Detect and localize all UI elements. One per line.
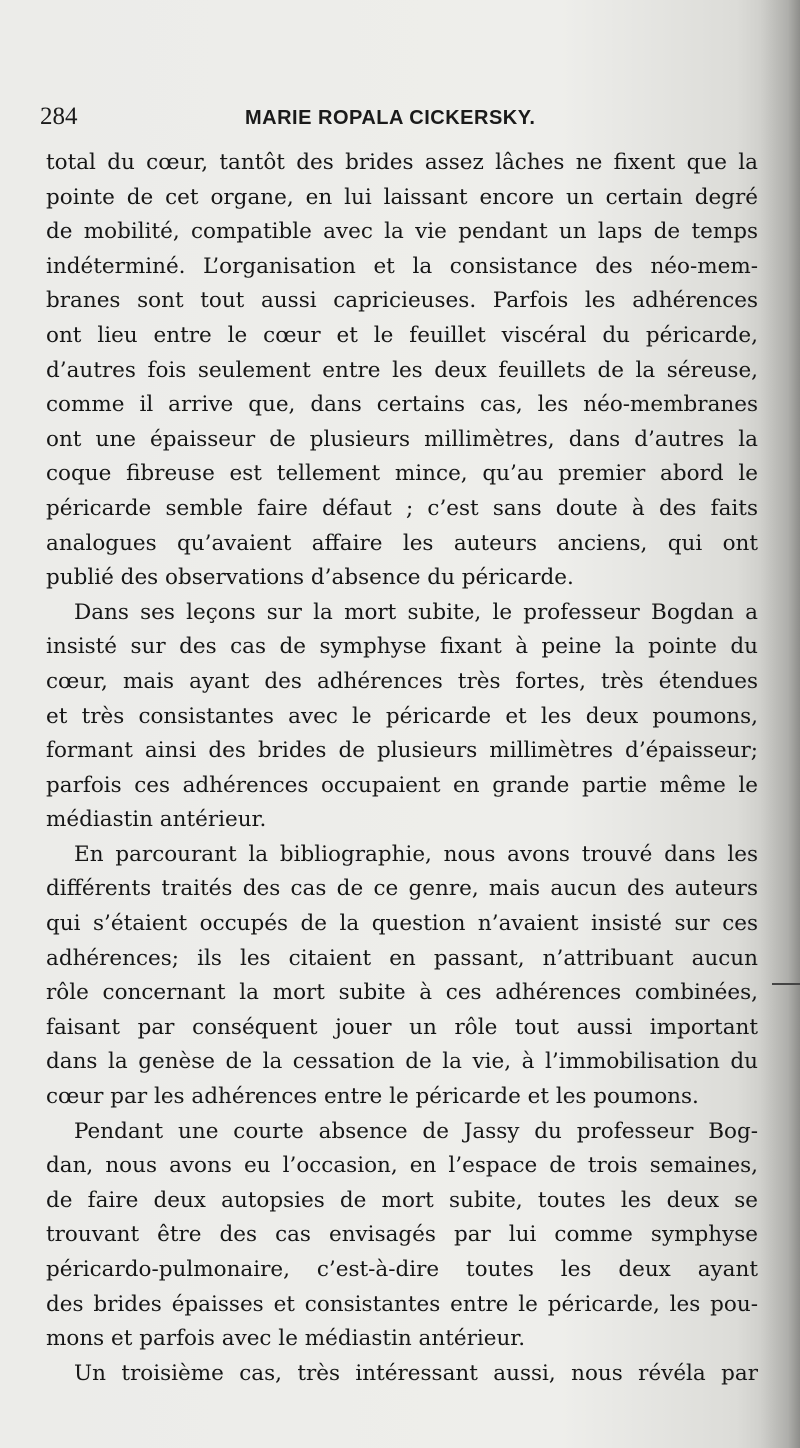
text-line: et très consistantes avec le péricarde et les deux poumons, bbox=[46, 703, 758, 729]
text-line: publié des observations d’absence du péricarde. bbox=[46, 565, 574, 591]
text-line: dan, nous avons eu l’occasion, en l’espace de trois semaines, bbox=[46, 1153, 758, 1179]
paragraph bbox=[46, 1357, 758, 1392]
text-line: cœur par les adhérences entre le péricarde et les poumons. bbox=[46, 1084, 699, 1110]
text-line: ont une épaisseur de plusieurs millimètres, dans d’autres la bbox=[46, 426, 758, 452]
paragraph bbox=[46, 838, 758, 1115]
text-line: total du cœur, tantôt des brides assez lâches ne fixent que la bbox=[46, 150, 758, 175]
text-line: péricarde semble faire défaut ; c’est sans doute à des faits bbox=[46, 495, 758, 521]
page-edge-shadow bbox=[760, 0, 800, 1448]
text-line: branes sont tout aussi capricieuses. Parfois les adhérences bbox=[46, 288, 758, 314]
text-line: dans la genèse de la cessation de la vie, à l’immobilisation du bbox=[46, 1049, 758, 1075]
text-line: différents traités des cas de ce genre, mais aucun des auteurs bbox=[46, 876, 758, 902]
text-line: Pendant une courte absence de Jassy du professeur Bog- bbox=[74, 1118, 758, 1144]
text-line: coque fibreuse est tellement mince, qu’au premier abord le bbox=[46, 461, 758, 487]
text-line: parfois ces adhérences occupaient en grande partie même le bbox=[46, 772, 758, 798]
paragraph bbox=[46, 596, 758, 838]
text-line: de mobilité, compatible avec la vie pendant un laps de temps bbox=[46, 219, 758, 245]
text-line: trouvant être des cas envisagés par lui comme symphyse bbox=[46, 1222, 758, 1248]
text-line: formant ainsi des brides de plusieurs millimètres d’épaisseur; bbox=[46, 738, 758, 764]
page-number: 284 bbox=[40, 103, 78, 130]
text-line: insisté sur des cas de symphyse fixant à peine la pointe du bbox=[46, 634, 758, 660]
text-line: mons et parfois avec le médiastin antérieur. bbox=[46, 1326, 526, 1352]
text-line: d’autres fois seulement entre les deux feuillets de la séreuse, bbox=[46, 357, 758, 383]
page-header bbox=[40, 103, 760, 137]
paragraph bbox=[46, 1115, 758, 1357]
text-line: Dans ses leçons sur la mort subite, le professeur Bogdan a bbox=[74, 599, 758, 625]
text-line: rôle concernant la mort subite à ces adhérences combinées, bbox=[46, 980, 758, 1006]
margin-mark bbox=[772, 983, 800, 985]
text-line: En parcourant la bibliographie, nous avons trouvé dans les bbox=[74, 841, 758, 867]
text-line: faisant par conséquent jouer un rôle tout aussi important bbox=[46, 1014, 758, 1040]
text-line: médiastin antérieur. bbox=[46, 807, 267, 833]
text-line: des brides épaisses et consistantes entre le péricarde, les pou- bbox=[46, 1291, 758, 1317]
text-line: ont lieu entre le cœur et le feuillet viscéral du péricarde, bbox=[46, 322, 758, 348]
text-line: qui s’étaient occupés de la question n’avaient insisté sur ces bbox=[46, 911, 758, 937]
text-line: indéterminé. L’organisation et la consistance des néo-mem- bbox=[46, 253, 758, 279]
text-line: comme il arrive que, dans certains cas, les néo-membranes bbox=[46, 392, 758, 418]
body-text bbox=[46, 146, 758, 1391]
text-line: cœur, mais ayant des adhérences très fortes, très étendues bbox=[46, 668, 758, 694]
text-line: analogues qu’avaient affaire les auteurs anciens, qui ont bbox=[46, 530, 758, 556]
text-line: péricardo-pulmonaire, c’est-à-dire toutes les deux ayant bbox=[46, 1257, 758, 1282]
paragraph bbox=[46, 146, 758, 596]
text-line: de faire deux autopsies de mort subite, toutes les deux se bbox=[46, 1187, 758, 1213]
text-line: pointe de cet organe, en lui laissant encore un certain degré bbox=[46, 184, 758, 210]
text-line: Un troisième cas, très intéressant aussi, nous révéla par bbox=[74, 1360, 758, 1386]
running-head: MARIE ROPALA CICKERSKY. bbox=[245, 107, 536, 129]
text-line: adhérences; ils les citaient en passant, n’attribuant aucun bbox=[46, 945, 758, 971]
